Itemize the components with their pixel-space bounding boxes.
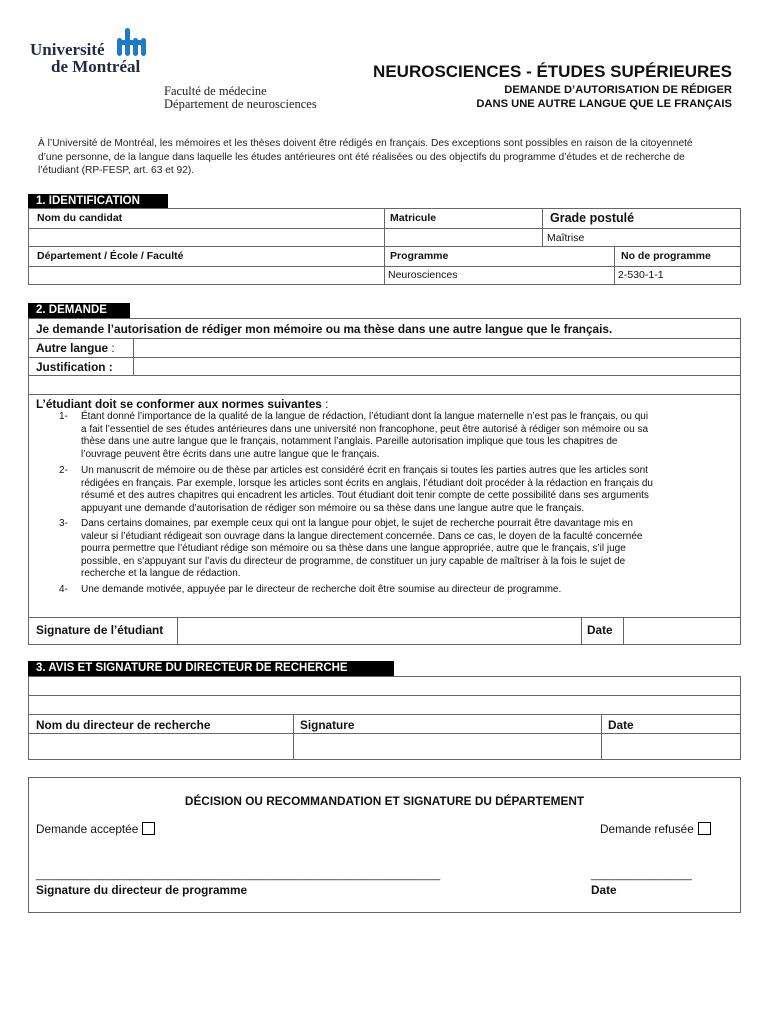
program-director-date-label: Date <box>591 883 617 897</box>
rule-line: recherche et la langue de rédaction. <box>81 568 241 580</box>
rule-number: 1- <box>59 411 68 422</box>
accepted-checkbox[interactable] <box>142 822 155 835</box>
department-field[interactable] <box>29 267 384 284</box>
refused-label: Demande refusée <box>600 822 694 836</box>
rule-line: a fait l’essentiel de ses études antérieures dans une université non francophone, peut être autorisé à rédiger son mémoire ou sa <box>81 423 649 435</box>
intro-paragraph <box>38 137 738 178</box>
student-signature-field[interactable] <box>178 618 581 644</box>
rule-line: rédigées en français. Par exemple, lorsque les articles sont écrits en anglais, l’étudiant doit procéder à la rédaction en français du <box>81 477 653 489</box>
program-number-label: No de programme <box>621 250 711 262</box>
director-comment-field[interactable] <box>29 677 740 714</box>
rule-line: Un manuscrit de mémoire ou de thèse par articles est considéré écrit en français si toutes les parties autres que les articles sont <box>81 465 648 476</box>
program-director-signature-label: Signature du directeur de programme <box>36 883 248 897</box>
rule-number: 4- <box>59 584 68 595</box>
request-statement: Je demande l’autorisation de rédiger mon mémoire ou ma thèse dans une autre langue que le français. <box>36 322 613 336</box>
student-signature-label: Signature de l’étudiant <box>36 623 164 637</box>
rule-line: Dans certains domaines, par exemple ceux qui ont la langue pour objet, le sujet de recherche pourrait être davantage mis en <box>81 518 633 529</box>
logo-wordmark-line2: de Montréal <box>51 57 141 76</box>
director-name-label: Nom du directeur de recherche <box>36 718 211 732</box>
form-subtitle-line2: DANS UNE AUTRE LANGUE QUE LE FRANÇAIS <box>476 98 732 110</box>
program-label: Programme <box>390 250 449 262</box>
rule-line: résumé et des autres chapitres qui encadrent les articles. Tout étudiant doit tenir compte de cette possibilité dans ses arguments <box>81 490 649 502</box>
director-signature-field[interactable] <box>294 734 601 759</box>
refused-option[interactable] <box>600 822 711 836</box>
list-item <box>59 465 739 517</box>
candidate-name-label: Nom du candidat <box>37 212 123 224</box>
rule-line: Étant donné l’importance de la qualité de la langue de rédaction, l’étudiant dont la langue maternelle n’est pas le français, ou qui <box>81 411 649 422</box>
other-language-colon: : <box>108 341 115 355</box>
section-1-header: 1. IDENTIFICATION <box>28 194 168 209</box>
section-2-header: 2. DEMANDE <box>28 303 130 318</box>
refused-checkbox[interactable] <box>698 822 711 835</box>
director-name-field[interactable] <box>29 734 293 759</box>
list-item <box>59 584 739 597</box>
student-date-field[interactable] <box>624 618 740 644</box>
program-director-date-line[interactable]: ________________ <box>591 869 693 881</box>
program-value: Neurosciences <box>388 269 458 281</box>
grade-label: Grade postulé <box>550 211 635 225</box>
rule-line: thèse dans une autre langue que le français, notamment l’anglais. Pareille autorisation implique que tous les chapitres de <box>81 436 618 448</box>
faculty-name: Faculté de médecine <box>164 84 267 98</box>
rules-title: L’étudiant doit se conformer aux normes suivantes <box>36 397 322 411</box>
director-date-field[interactable] <box>602 734 740 759</box>
rule-number: 2- <box>59 465 68 476</box>
grade-value: Maîtrise <box>547 232 585 244</box>
justification-field[interactable] <box>134 358 740 394</box>
section-3-header: 3. AVIS ET SIGNATURE DU DIRECTEUR DE RECHERCHE <box>28 661 394 676</box>
rules-heading <box>36 397 328 411</box>
decision-title: DÉCISION OU RECOMMANDATION ET SIGNATURE DU DÉPARTEMENT <box>184 794 585 808</box>
intro-line: d’une personne, de la langue dans laquelle les études antérieures ont été réalisées ou des objectifs du programme d’études et de recherche de <box>38 151 685 163</box>
director-signature-label: Signature <box>300 718 355 732</box>
list-item <box>59 518 739 582</box>
rule-line: appuyant une demande d’autorisation de rédiger son mémoire ou sa thèse dans une langue autre que le français. <box>81 502 585 514</box>
other-language-field[interactable] <box>134 339 740 357</box>
director-date-label: Date <box>608 718 634 732</box>
candidate-name-field[interactable] <box>29 229 384 246</box>
accepted-option[interactable] <box>36 822 155 836</box>
page-title: NEUROSCIENCES - ÉTUDES SUPÉRIEURES <box>373 62 732 81</box>
logo-wordmark-line1: Université <box>30 40 105 59</box>
justification-label: Justification : <box>36 360 113 374</box>
list-item <box>59 411 739 461</box>
rules-list <box>59 411 739 597</box>
form-subtitle-line1: DEMANDE D’AUTORISATION DE RÉDIGER <box>504 84 732 96</box>
rule-line: l’ouvrage peuvent être écrits dans une autre langue que le français. <box>81 448 380 460</box>
other-language-label-wrap <box>36 341 115 355</box>
rule-line: possible, en s’appuyant sur l’avis du directeur de programme, de constituer un jury capable de maîtriser à la fois le sujet de <box>81 555 626 567</box>
matricule-field[interactable] <box>385 229 542 246</box>
other-language-label: Autre langue <box>36 341 109 355</box>
intro-line: À l’Université de Montréal, les mémoires et les thèses doivent être rédigés en français. Des exceptions sont possibles en raison de la citoyenneté <box>38 138 693 149</box>
rules-colon: : <box>321 397 329 411</box>
rule-line: Une demande motivée, appuyée par le directeur de recherche doit être soumise au directeur de programme. <box>81 584 562 595</box>
department-label: Département / École / Faculté <box>37 250 184 262</box>
student-date-label: Date <box>587 623 613 637</box>
department-name: Département de neurosciences <box>164 97 317 111</box>
rule-number: 3- <box>59 518 68 529</box>
program-number-value: 2-530-1-1 <box>618 269 664 281</box>
matricule-label: Matricule <box>390 212 437 224</box>
program-director-signature-line[interactable]: ________________________________________________________________ <box>36 869 441 881</box>
rule-line: pourra permettre que l’étudiant rédige son mémoire ou sa thèse dans une langue appropriée, autre que le français, s’il juge <box>81 543 626 555</box>
rule-line: valeur si l’étudiant rédigeait son ouvrage dans la langue directement concernée. Dans ce cas, le doyen de la faculté concernée <box>81 530 643 542</box>
intro-line: l’étudiant (RP-FESP, art. 63 et 92). <box>38 165 195 176</box>
university-logo-icon <box>116 26 148 58</box>
accepted-label: Demande acceptée <box>36 822 139 836</box>
